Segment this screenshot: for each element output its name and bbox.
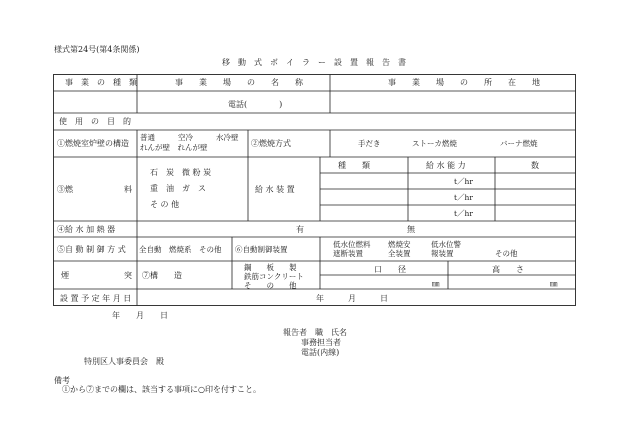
fuel-label-left: ③燃 [57,185,73,194]
method-burner: バーナ燃焼 [500,139,538,148]
method-hand-firing: 手だき [358,139,381,148]
workplace-address-label: 事 業 場 の 所 在 地 [388,78,540,87]
feedwater-device-label: 給 水 装 置 [255,185,295,194]
installation-date-value: 年 月 日 [316,294,388,303]
feed-heater-label: ④給 水 加 熱 器 [57,225,116,234]
device-combustion-safety: 燃焼安 [388,240,411,249]
auto-control-options: 全自動 燃焼系 その他 [139,245,222,254]
heater-yes: 有 [296,225,304,234]
device-other: その他 [495,249,518,258]
chimney-material-concrete: 鉄筋コンクリート [244,272,304,281]
heater-no: 無 [407,225,415,234]
chimney-col-diameter: 口 径 [374,265,406,274]
document-title: 移 動 式 ボ イ ラ ー 設 置 報 告 書 [222,58,406,67]
furnace-option-air-cooled: 空冷 [178,133,193,142]
feed-col-capacity: 給 水 能 力 [426,161,466,170]
device-low-water-fuel-cutoff: 低水位燃料 [333,240,371,249]
contact-phone: 電話(内線) [301,348,340,357]
method-stoker: ストーカ燃焼 [412,139,457,148]
chimney-unit-height: ㎜ [550,279,558,288]
device-low-water-alarm: 低水位警 [431,240,461,249]
feed-col-count: 数 [531,161,539,170]
furnace-options-brick: れんが壁 れんが壁 [140,143,208,152]
furnace-wall-label: ①燃焼室炉壁の構造 [57,139,129,148]
chimney-material-other: そ の 他 [244,281,297,290]
feed-unit-3: t／hr [454,209,473,218]
contact-person: 事務担当者 [301,338,341,347]
chimney-structure-label: ⑦構 造 [142,271,182,280]
fuel-options-line1: 石 炭 微 粉 炭 [150,168,212,177]
device-safety-unit: 全装置 [388,249,411,258]
chimney-unit-diameter: ㎜ [432,279,440,288]
report-date: 年 月 日 [112,311,168,320]
feed-unit-2: t／hr [454,193,473,202]
workplace-name-label: 事 業 場 の 名 称 [175,78,303,87]
business-type-label: 事 業 の 種 類 [65,78,137,87]
reporter-name: 報告者 職 氏名 [283,328,347,337]
phone-label: 電話( ) [228,100,283,109]
note-1: ①から⑦までの欄は、該当する事項に○印を付すこと。 [62,385,261,394]
fuel-options-line3: そ の 他 [150,200,180,209]
form-number: 様式第24号(第4条関係) [54,45,140,54]
device-cutoff-unit: 遮断装置 [333,249,363,258]
fuel-options-line2: 重 油 ガ ス [150,184,206,193]
auto-control-device-label: ⑥自動制御装置 [235,245,288,254]
purpose-label: 使 用 の 目 的 [59,117,131,126]
combustion-method-label: ②燃焼方式 [251,139,291,148]
device-alarm-unit: 報装置 [431,249,454,258]
feed-col-type: 種 類 [338,161,370,170]
chimney-col-height: 高 さ [492,265,524,274]
chimney-label-left: 煙 [61,271,69,280]
chimney-material-steel: 鋼 板 製 [244,263,297,272]
feed-unit-1: t／hr [454,177,473,186]
auto-control-label: ⑤自 動 制 御 方 式 [57,245,126,254]
chimney-label-right: 突 [124,271,132,280]
addressee: 特別区人事委員会 殿 [84,357,164,366]
furnace-option-water-wall: 水冷壁 [216,133,239,142]
installation-date-label: 設 置 予 定 年 月 日 [60,294,132,303]
furnace-option-ordinary: 普通 [140,133,155,142]
fuel-label-right: 料 [124,185,132,194]
notes-title: 備考 [54,376,70,385]
